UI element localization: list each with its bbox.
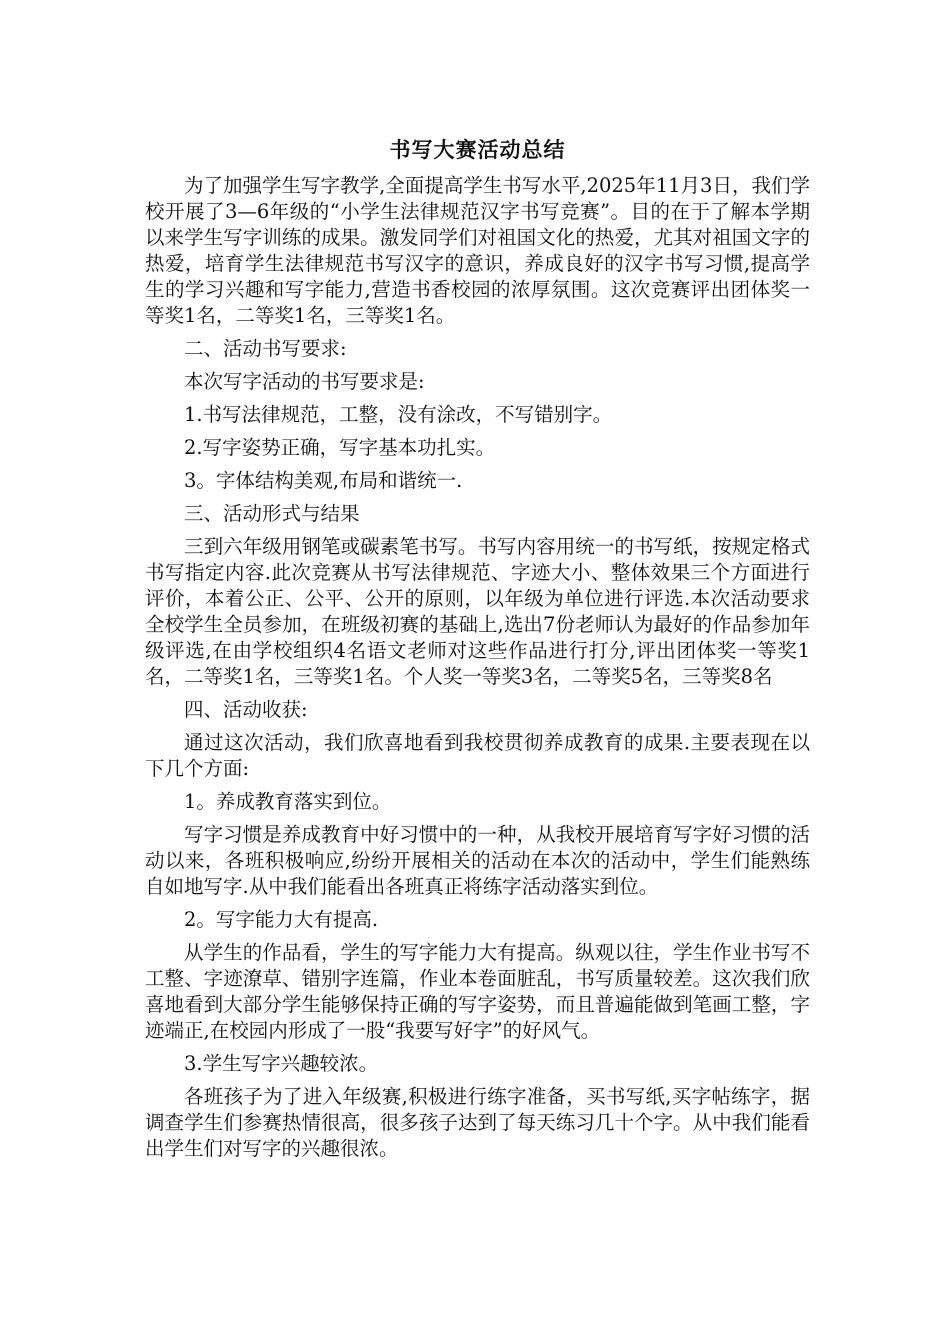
document-title: 书写大赛活动总结 (389, 138, 566, 162)
gain-heading-2: 2。写字能力大有提高. (184, 908, 379, 931)
section-heading-gains: 四、活动收获: (184, 698, 308, 721)
intro-paragraph: 为了加强学生写字教学,全面提高学生书写水平,2025年11月3日，我们学校开展了3—6年级的“小学生法律规范汉字书写竞赛”。目的在于了解本学期以来学生写字训练的成果。激发同学们对祖国文化的热爱，尤其对祖国文字的热爱，培育学生法律规范书写汉字的意识，养成良好的汉字书写习惯,提高学生的学习兴趣和写字能力,营造书香校园的浓厚氛围。这次竞赛评出团体奖一等奖1名，二等奖1名，三等奖1名。 (145, 174, 810, 327)
section-heading-requirements: 二、活动书写要求: (184, 337, 347, 360)
gain-heading-1: 1。养成教育落实到位。 (184, 790, 392, 813)
requirement-item-2: 2.写字姿势正确，写字基本功扎实。 (184, 436, 496, 459)
requirement-item-1: 1.书写法律规范，工整，没有涂改，不写错别字。 (184, 403, 613, 426)
document-page (145, 135, 810, 1162)
gains-intro: 通过这次活动，我们欣喜地看到我校贯彻养成教育的成果.主要表现在以下几个方面: (145, 731, 810, 780)
gain-paragraph-2: 从学生的作品看，学生的写字能力大有提高。纵观以往，学生作业书写不工整、字迹潦草、错别字连篇，作业本卷面脏乱，书写质量较差。这次我们欣喜地看到大部分学生能够保持正确的写字姿势，而且普遍能做到笔画工整，字迹端正,在校园内形成了一股“我要写好字”的好风气。 (145, 941, 810, 1042)
gain-paragraph-3: 各班孩子为了进入年级赛,积极进行练字准备，买书写纸,买字帖练字，据调查学生们参赛热情很高，很多孩子达到了每天练习几十个字。从中我们能看出学生们对写字的兴趣很浓。 (145, 1085, 810, 1160)
format-results-paragraph: 三到六年级用钢笔或碳素笔书写。书写内容用统一的书写纸，按规定格式书写指定内容.此次竞赛从书写法律规范、字迹大小、整体效果三个方面进行评价，本着公正、公平、公开的原则，以年级为单位进行评选.本次活动要求全校学生全员参加，在班级初赛的基础上,选出7份老师认为最好的作品参加年级评选,在由学校组织4名语文老师对这些作品进行打分,评出团体奖一等奖1名，二等奖1名，三等奖1名。个人奖一等奖3名，二等奖5名，三等奖8名 (145, 535, 810, 688)
requirement-item-3: 3。字体结构美观,布局和谐统一. (184, 469, 463, 492)
requirements-intro: 本次写字活动的书写要求是: (184, 370, 425, 393)
gain-heading-3: 3.学生写字兴趣较浓。 (184, 1052, 379, 1075)
section-heading-format-results: 三、活动形式与结果 (184, 502, 360, 525)
gain-paragraph-1: 写字习惯是养成教育中好习惯中的一种，从我校开展培育写字好习惯的活动以来，各班积极响应,纷纷开展相关的活动在本次的活动中，学生们能熟练自如地写字.从中我们能看出各班真正将练字活动落实到位。 (145, 823, 810, 898)
